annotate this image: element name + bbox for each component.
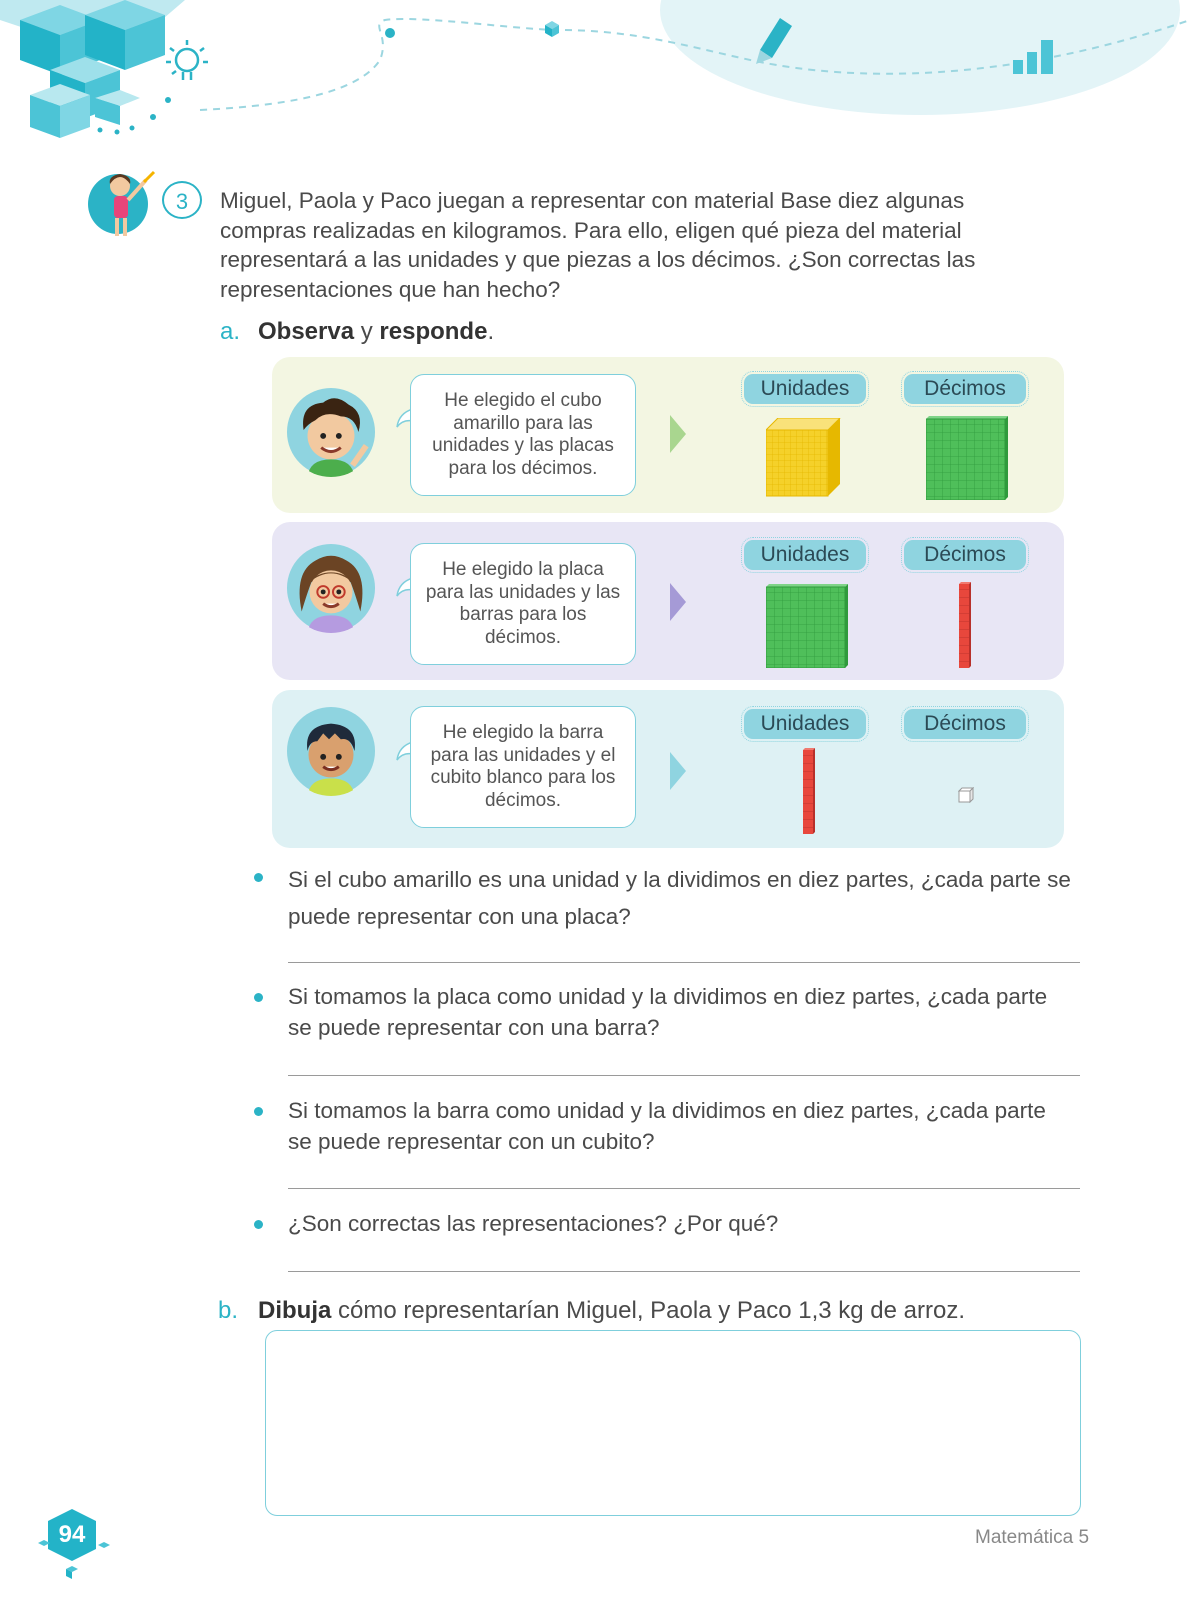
- tag-decimos: Décimos: [904, 709, 1026, 739]
- arrow-icon: [670, 752, 686, 790]
- drawing-area[interactable]: [265, 1330, 1081, 1516]
- tag-decimos: Décimos: [904, 540, 1026, 570]
- answer-line-4[interactable]: [288, 1271, 1080, 1272]
- part-b-instruction: Dibuja cómo representarían Miguel, Paola y Paco 1,3 kg de arroz.: [258, 1297, 966, 1324]
- bullet: [254, 993, 263, 1002]
- miguel-avatar: [286, 387, 376, 477]
- paola-avatar: [286, 543, 376, 633]
- red-bar-icon: [803, 748, 815, 834]
- bullet: [254, 1107, 263, 1116]
- exercise-intro: Miguel, Paola y Paco juegan a representar con material Base diez algunas compras realizadas en kilogramos. Para ello, eligen qué pieza del material representará a las unidades y que piezas a los décimos. ¿Son correctas las representaciones que han hecho?: [220, 188, 976, 302]
- part-a-instruction: Observa y responde.: [258, 318, 495, 345]
- speech-bubble-paco: He elegido la barra para las unidades y el cubito blanco para los décimos.: [410, 706, 636, 828]
- exercise-number: 3: [162, 181, 202, 219]
- green-plate-icon: [926, 416, 1008, 500]
- arrow-icon: [670, 415, 686, 453]
- tag-decimos: Décimos: [904, 374, 1026, 404]
- yellow-cube-icon: [766, 418, 842, 498]
- arrow-icon: [670, 583, 686, 621]
- part-b-label: b.: [218, 1297, 239, 1324]
- answer-line-1[interactable]: [288, 962, 1080, 963]
- red-bar-icon: [959, 582, 971, 668]
- tag-unidades: Unidades: [744, 540, 866, 570]
- cubes-icon: [0, 0, 185, 138]
- question-3: Si tomamos la barra como unidad y la dividimos en diez partes, ¿cada parte se puede representar con un cubito?: [288, 1098, 1046, 1154]
- speech-bubble-paola: He elegido la placa para las unidades y las barras para los décimos.: [410, 543, 636, 665]
- tag-unidades: Unidades: [744, 374, 866, 404]
- book-title: Matemática 5: [975, 1527, 1090, 1548]
- answer-line-2[interactable]: [288, 1075, 1080, 1076]
- speech-bubble-miguel: He elegido el cubo amarillo para las unidades y las placas para los décimos.: [410, 374, 636, 496]
- bullet: [254, 1220, 263, 1229]
- part-a-label: a.: [220, 318, 241, 345]
- answer-line-3[interactable]: [288, 1188, 1080, 1189]
- header-decoration: [0, 0, 1193, 150]
- lightbulb-icon: [166, 40, 208, 80]
- question-2: Si tomamos la placa como unidad y la dividimos en diez partes, ¿cada parte se puede representar con una barra?: [288, 984, 1048, 1040]
- tag-unidades: Unidades: [744, 709, 866, 739]
- page-number: 94: [58, 1521, 86, 1548]
- paco-avatar: [286, 706, 376, 796]
- green-plate-icon: [766, 584, 848, 668]
- bullet: [254, 873, 263, 882]
- question-4: ¿Son correctas las representaciones? ¿Por qué?: [288, 1211, 779, 1236]
- question-1: Si el cubo amarillo es una unidad y la dividimos en diez partes, ¿cada parte se puede representar con una placa?: [288, 867, 1071, 929]
- white-cube-icon: [958, 787, 974, 803]
- girl-avatar: [88, 166, 158, 240]
